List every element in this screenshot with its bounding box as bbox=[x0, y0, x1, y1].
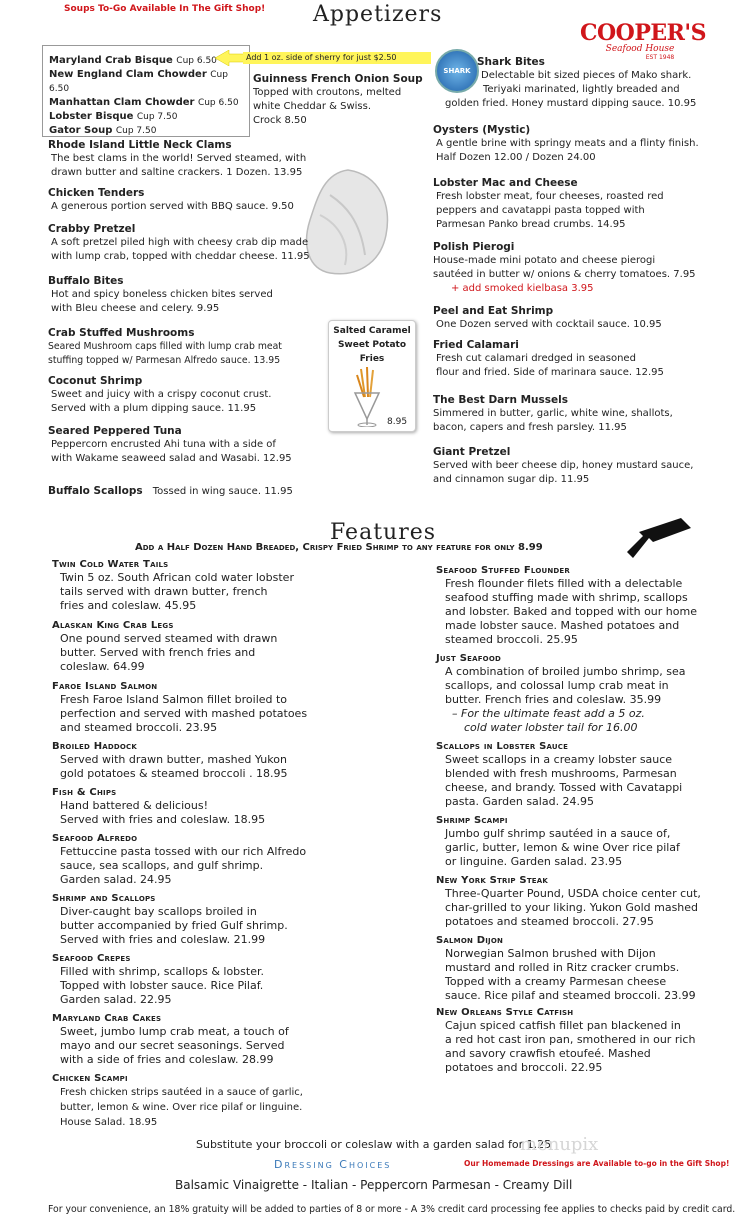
feature-item: Seafood Crepes Filled with shrimp, scallops & lobster. Topped with lobster sauce. Rice Pilaf. Garden salad. 22.95 bbox=[52, 953, 264, 1006]
logo-sub: Seafood House bbox=[605, 44, 675, 54]
menu-item: Buffalo Scallops Tossed in wing sauce. 11.95 bbox=[48, 485, 293, 497]
appetizers-title: Appetizers bbox=[313, 2, 443, 27]
feature-item: Seafood Alfredo Fettuccine pasta tossed with our rich Alfredo sauce, sea scallops, and gulf shrimp. Garden salad. 24.95 bbox=[52, 833, 307, 886]
menu-item: Fried Calamari Fresh cut calamari dredged in seasoned flour and fried. Side of marinara sauce. 12.95 bbox=[433, 339, 664, 378]
soup-item: Manhattan Clam Chowder Cup 6.50 bbox=[49, 97, 239, 108]
feature-item: New Orleans Style Catfish Cajun spiced catfish fillet pan blackened in a red hot cast iron pan, smothered in our rich and savory crawfish etoufeé. Mashed potatoes and broccoli. 22.95 bbox=[436, 1007, 696, 1074]
feature-item: Faroe Island Salmon Fresh Faroe Island Salmon fillet broiled to perfection and served with mashed potatoes and steamed broccoli. 23.95 bbox=[52, 681, 308, 734]
pierogi-addon: + add smoked kielbasa 3.95 bbox=[451, 283, 594, 294]
feature-item: Broiled Haddock Served with drawn butter, mashed Yukon gold potatoes & steamed broccoli . 18.95 bbox=[52, 741, 288, 780]
menu-item: Buffalo Bites Hot and spicy boneless chicken bites served with Bleu cheese and celery. 9.95 bbox=[48, 275, 273, 314]
onion-soup: Guinness French Onion Soup Topped with croutons, melted white Cheddar & Swiss. Crock 8.50 bbox=[253, 73, 423, 126]
feature-item: Chicken Scampi Fresh chicken strips sautéed in a sauce of garlic, butter, lemon & wine. Over rice pilaf or linguine. House Salad. 18.95 bbox=[52, 1073, 303, 1128]
menu-item: The Best Darn Mussels Simmered in butter, garlic, white wine, shallots, bacon, capers and fresh parsley. 11.95 bbox=[433, 394, 673, 433]
lobster-tail-addon: – For the ultimate feast add a 5 oz. bbox=[452, 707, 645, 720]
menu-item: Giant Pretzel Served with beer cheese dip, honey mustard sauce, and cinnamon sugar dip. 11.95 bbox=[433, 446, 694, 485]
substitute-note: Substitute your broccoli or coleslaw with a garden salad for 1.25 bbox=[196, 1138, 552, 1151]
feature-item: Shrimp and Scallops Diver-caught bay scallops broiled in butter accompanied by fried Gulf shrimp. Served with fries and coleslaw. 21.99 bbox=[52, 893, 288, 946]
appetizers-left bbox=[48, 138, 318, 499]
menu-item: Crab Stuffed Mushrooms Seared Mushroom caps filled with lump crab meat stuffing topped w/ Parmesan Alfredo sauce. 13.95 bbox=[48, 327, 282, 366]
gratuity-note: For your convenience, an 18% gratuity will be added to parties of 8 or more - A 3% credit card processing fee applies to checks paid by credit card. bbox=[48, 1204, 736, 1215]
dressings-to-go: Our Homemade Dressings are Available to-go in the Gift Shop! bbox=[464, 1159, 730, 1168]
feature-item: Salmon Dijon Norwegian Salmon brushed with Dijon mustard and rolled in Ritz cracker crumbs. Topped with a creamy Parmesan cheese sauce. Rice pilaf and steamed broccoli. 23.99 bbox=[436, 935, 696, 1002]
feature-item: Scallops in Lobster Sauce Sweet scallops in a creamy lobster sauce blended with fresh mushrooms, Parmesan cheese, and brandy. Tossed with Cavatappi pasta. Garden salad. 24.95 bbox=[436, 741, 683, 808]
menu-item: Lobster Mac and Cheese Fresh lobster meat, four cheeses, roasted red peppers and cavatappi pasta topped with Parmesan Panko bread crumbs. 14.95 bbox=[433, 177, 664, 230]
shark-badge-icon: SHARK bbox=[435, 49, 479, 93]
arrow-left-icon bbox=[215, 50, 245, 66]
dressing-list: Balsamic Vinaigrette - Italian - Peppercorn Parmesan - Creamy Dill bbox=[175, 1178, 573, 1192]
menu-item: Oysters (Mystic) A gentle brine with springy meats and a flinty finish. Half Dozen 12.00 / Dozen 24.00 bbox=[433, 124, 699, 163]
soup-item: Maryland Crab Bisque Cup 6.50 bbox=[49, 55, 217, 66]
feature-item: New York Strip Steak Three-Quarter Pound, USDA choice center cut, char-grilled to your liking. Yukon Gold mashed potatoes and steamed broccoli. 27.95 bbox=[436, 875, 701, 928]
appetizers-right bbox=[433, 55, 708, 487]
arrow-pointer-icon bbox=[625, 514, 695, 558]
menu-item: Rhode Island Little Neck Clams The best clams in the world! Served steamed, with drawn butter and saltine crackers. 1 Dozen. 13.95 bbox=[48, 139, 307, 178]
soup-item: New England Clam Chowder Cup 6.50 bbox=[49, 69, 228, 94]
menu-item: Peel and Eat Shrimp One Dozen served with cocktail sauce. 10.95 bbox=[433, 305, 662, 330]
logo-est: EST 1948 bbox=[645, 54, 675, 61]
soups-to-go-note: Soups To-Go Available In The Gift Shop! bbox=[64, 4, 266, 14]
feature-item: Fish & Chips Hand battered & delicious! Served with fries and coleslaw. 18.95 bbox=[52, 787, 266, 826]
feature-item: Just Seafood A combination of broiled jumbo shrimp, sea scallops, and colossal lump crab meat in butter. French fries and coleslaw. 35.99 – For the ultimate feast add a 5 oz. cold water lobster tail for 16.00 bbox=[436, 652, 716, 740]
menu-item: Polish Pierogi House-made mini potato and cheese pierogi sautéed in butter w/ onions & cherry tomatoes. 7.95 + add smoked kielbasa 3.95 bbox=[433, 240, 708, 304]
menu-item: Crabby Pretzel A soft pretzel piled high with cheesy crab dip made with lump crab, topped with cheddar cheese. 11.95 bbox=[48, 223, 310, 262]
dressing-title: Dressing Choices bbox=[274, 1158, 392, 1171]
menu-item: Chicken Tenders A generous portion served with BBQ sauce. 9.50 bbox=[48, 187, 294, 212]
fries-card: Salted Caramel Sweet Potato Fries 8.95 bbox=[328, 320, 416, 432]
features-title: Features bbox=[330, 520, 437, 545]
feature-item: Twin Cold Water Tails Twin 5 oz. South African cold water lobster tails served with drawn butter, french fries and coleslaw. 45.95 bbox=[52, 559, 294, 612]
soup-item: Gator Soup Cup 7.50 bbox=[49, 125, 157, 136]
features-subtitle: Add a Half Dozen Hand Breaded, Crispy Fried Shrimp to any feature for only 8.99 bbox=[135, 542, 543, 553]
feature-item: Alaskan King Crab Legs One pound served steamed with drawn butter. Served with french fries and coleslaw. 64.99 bbox=[52, 620, 278, 673]
fries-cone-icon bbox=[347, 367, 387, 427]
menu-item: Shark Bites Delectable bit sized pieces of Mako shark. Teriyaki marinated, lightly breaded and golden fried. Honey mustard dipping sauce. 10.95 bbox=[445, 56, 697, 109]
feature-item: Shrimp Scampi Jumbo gulf shrimp sautéed in a sauce of, garlic, butter, lemon & wine Over rice pilaf or linguine. Garden salad. 23.95 bbox=[436, 815, 680, 868]
watermark: menupix bbox=[520, 1134, 599, 1155]
menu-item: Coconut Shrimp Sweet and juicy with a crispy coconut crust. Served with a plum dipping sauce. 11.95 bbox=[48, 375, 272, 414]
feature-item: Seafood Stuffed Flounder Fresh flounder filets filled with a delectable seafood stuffing made with shrimp, scallops and lobster. Baked and topped with our home made lobster sauce. Mashed potatoes and steamed broccoli. 25.95 bbox=[436, 565, 697, 646]
logo-name: COOPER'S bbox=[580, 20, 707, 46]
features-right bbox=[436, 564, 716, 1075]
soup-item: Lobster Bisque Cup 7.50 bbox=[49, 111, 178, 122]
features-left bbox=[52, 558, 372, 1130]
feature-item: Maryland Crab Cakes Sweet, jumbo lump crab meat, a touch of mayo and our secret seasonings. Served with a side of fries and coleslaw. 28.99 bbox=[52, 1013, 289, 1066]
menu-item: Seared Peppered Tuna Peppercorn encrusted Ahi tuna with a side of with Wakame seaweed salad and Wasabi. 12.95 bbox=[48, 425, 292, 464]
